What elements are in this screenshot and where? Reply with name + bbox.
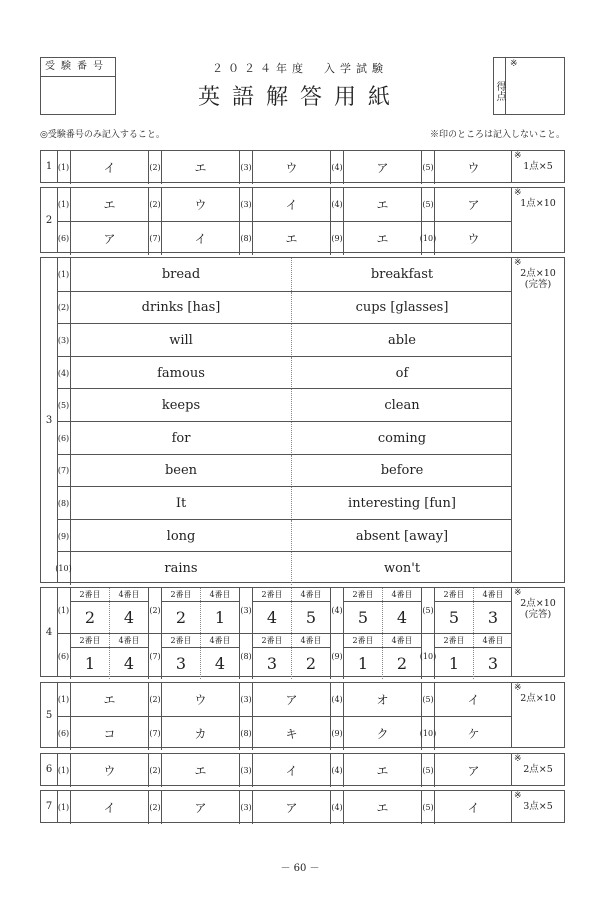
section-score-cell bbox=[511, 188, 564, 252]
section-score-cell bbox=[511, 588, 564, 676]
order-header bbox=[253, 588, 330, 602]
answer-4th[interactable]: 4 bbox=[123, 608, 135, 627]
order-header bbox=[435, 634, 512, 648]
question-section-6 bbox=[40, 753, 565, 786]
order-values bbox=[253, 602, 330, 633]
exam-number-label: 受験番号 bbox=[41, 58, 115, 77]
section-score-cell bbox=[511, 791, 564, 822]
points-info bbox=[512, 801, 564, 812]
answer-row bbox=[57, 151, 512, 184]
question-number: 2 bbox=[41, 188, 58, 252]
order-header-2nd: 2番目 bbox=[344, 634, 383, 647]
answer-cell[interactable]: won't bbox=[383, 561, 421, 577]
points-info bbox=[512, 598, 564, 620]
answer-row bbox=[57, 421, 512, 455]
item-label: (4) bbox=[330, 188, 344, 221]
order-values bbox=[435, 648, 512, 679]
points-info bbox=[512, 764, 564, 775]
note-right: ※印のところは記入しないこと。 bbox=[429, 130, 565, 140]
order-values bbox=[71, 602, 148, 633]
order-answer-cell[interactable] bbox=[435, 588, 512, 633]
item-label: (5) bbox=[421, 683, 435, 716]
order-answer-cell[interactable] bbox=[71, 588, 148, 633]
answer-row bbox=[57, 221, 512, 255]
score-mark: ※ bbox=[514, 188, 522, 198]
answer-cell[interactable]: ウ bbox=[194, 693, 207, 707]
item-label: (9) bbox=[330, 634, 344, 679]
answer-4th[interactable]: 4 bbox=[214, 654, 226, 673]
answer-4th[interactable]: 2 bbox=[396, 654, 408, 673]
item-label: (1) bbox=[57, 588, 71, 633]
order-values bbox=[435, 602, 512, 633]
answer-cell[interactable]: ア bbox=[376, 161, 389, 175]
order-header-2nd: 2番目 bbox=[435, 634, 474, 647]
order-answer-cell[interactable] bbox=[344, 588, 421, 633]
points-info bbox=[512, 198, 564, 209]
points-label: 2点×10 bbox=[520, 693, 556, 704]
points-info bbox=[512, 268, 564, 290]
item-label: (8) bbox=[239, 717, 253, 750]
item-label: (5) bbox=[57, 389, 71, 422]
answer-cell[interactable]: キ bbox=[285, 727, 298, 741]
item-label: (1) bbox=[57, 188, 71, 221]
question-number: 5 bbox=[41, 683, 58, 747]
answer-cell[interactable]: イ bbox=[467, 801, 480, 815]
answer-row bbox=[57, 454, 512, 488]
points-info bbox=[512, 693, 564, 704]
question-section-5 bbox=[40, 682, 565, 748]
total-score-box bbox=[493, 57, 565, 115]
answer-row bbox=[57, 588, 512, 633]
answer-2nd[interactable]: 3 bbox=[253, 648, 292, 679]
order-values bbox=[162, 602, 239, 633]
answer-cell[interactable]: for bbox=[71, 422, 292, 455]
item-label: (4) bbox=[330, 683, 344, 716]
answer-row bbox=[57, 683, 512, 716]
section-score-cell bbox=[511, 754, 564, 785]
item-label: (4) bbox=[330, 754, 344, 787]
question-section-3 bbox=[40, 257, 565, 583]
item-label: (1) bbox=[57, 754, 71, 787]
item-label: (10) bbox=[421, 222, 435, 255]
order-answer-cell[interactable] bbox=[162, 634, 239, 679]
item-label: (3) bbox=[239, 754, 253, 787]
question-section-1 bbox=[40, 150, 565, 183]
item-label: (5) bbox=[421, 188, 435, 221]
item-label: (6) bbox=[57, 422, 71, 455]
points-label: 2点×10 bbox=[520, 598, 556, 609]
answer-cell[interactable]: clean bbox=[384, 398, 420, 414]
item-label: (7) bbox=[148, 634, 162, 679]
order-header-2nd: 2番目 bbox=[435, 588, 474, 601]
answer-4th[interactable]: 4 bbox=[123, 654, 135, 673]
answer-2nd[interactable]: 1 bbox=[344, 648, 383, 679]
answer-cell[interactable]: breakfast bbox=[370, 266, 434, 282]
answer-2nd[interactable]: 5 bbox=[344, 602, 383, 633]
answer-2nd[interactable]: 5 bbox=[435, 602, 474, 633]
answer-row bbox=[57, 486, 512, 520]
answer-2nd[interactable]: 2 bbox=[162, 602, 201, 633]
question-number: 6 bbox=[41, 754, 58, 785]
item-label: (5) bbox=[421, 588, 435, 633]
answer-cell[interactable]: エ bbox=[376, 232, 389, 246]
item-label: (7) bbox=[148, 222, 162, 255]
order-header-4th: 4番目 bbox=[482, 636, 504, 645]
item-label: (5) bbox=[421, 754, 435, 787]
answer-cell[interactable]: ク bbox=[376, 727, 389, 741]
answer-2nd[interactable]: 3 bbox=[162, 648, 201, 679]
order-values bbox=[71, 648, 148, 679]
answer-cell[interactable]: エ bbox=[376, 764, 389, 778]
order-header-4th: 4番目 bbox=[209, 590, 231, 599]
answer-row bbox=[57, 716, 512, 750]
answer-cell[interactable]: of bbox=[395, 365, 409, 381]
answer-cell[interactable]: ウ bbox=[103, 764, 116, 778]
score-mark: ※ bbox=[514, 258, 522, 268]
points-label: 2点×10 bbox=[520, 268, 556, 279]
points-label: 1点×5 bbox=[523, 161, 553, 172]
question-section-7 bbox=[40, 790, 565, 823]
answer-cell[interactable]: ウ bbox=[285, 161, 298, 175]
page-number: － 60 － bbox=[280, 863, 320, 874]
answer-2nd[interactable]: 4 bbox=[253, 602, 292, 633]
order-answer-cell[interactable] bbox=[71, 634, 148, 679]
order-header bbox=[71, 588, 148, 602]
item-label: (8) bbox=[57, 487, 71, 520]
item-label: (9) bbox=[57, 520, 71, 553]
item-label: (3) bbox=[239, 683, 253, 716]
answer-cell[interactable]: ア bbox=[285, 693, 298, 707]
order-header-4th: 4番目 bbox=[300, 636, 322, 645]
page-title: 英語解答用紙 bbox=[197, 85, 402, 110]
answer-cell[interactable]: able bbox=[388, 332, 416, 348]
score-mark: ※ bbox=[514, 754, 522, 764]
order-header-2nd: 2番目 bbox=[71, 634, 110, 647]
answer-4th[interactable]: 3 bbox=[487, 654, 499, 673]
item-label: (6) bbox=[57, 634, 71, 679]
answer-cell[interactable]: coming bbox=[377, 430, 427, 446]
answer-cell[interactable]: ケ bbox=[467, 727, 480, 741]
order-header-4th: 4番目 bbox=[300, 590, 322, 599]
points-info bbox=[512, 161, 564, 172]
answer-cell[interactable]: エ bbox=[194, 764, 207, 778]
order-header-4th: 4番目 bbox=[482, 590, 504, 599]
answer-cell[interactable]: interesting [fun] bbox=[348, 495, 456, 511]
item-label: (5) bbox=[421, 151, 435, 184]
order-values bbox=[162, 648, 239, 679]
answer-4th[interactable]: 1 bbox=[214, 608, 226, 627]
answer-cell[interactable]: ウ bbox=[467, 232, 480, 246]
answer-cell[interactable]: rains bbox=[71, 552, 292, 585]
answer-cell[interactable]: エ bbox=[376, 801, 389, 815]
answer-cell[interactable]: famous bbox=[71, 357, 292, 390]
order-header-2nd: 2番目 bbox=[162, 634, 201, 647]
item-label: (6) bbox=[57, 717, 71, 750]
answer-cell[interactable]: It bbox=[71, 487, 292, 520]
answer-cell[interactable]: エ bbox=[103, 198, 116, 212]
section-score-cell bbox=[511, 258, 564, 582]
answer-cell[interactable]: イ bbox=[103, 801, 116, 815]
answer-4th[interactable]: 2 bbox=[305, 654, 317, 673]
item-label: (3) bbox=[239, 188, 253, 221]
answer-cell[interactable]: keeps bbox=[71, 389, 292, 422]
order-header-2nd: 2番目 bbox=[253, 634, 292, 647]
answer-row bbox=[57, 188, 512, 221]
order-header bbox=[253, 634, 330, 648]
item-label: (2) bbox=[148, 151, 162, 184]
item-label: (2) bbox=[148, 683, 162, 716]
score-mark: ※ bbox=[514, 588, 522, 598]
item-label: (2) bbox=[148, 791, 162, 824]
answer-cell[interactable]: cups [glasses] bbox=[355, 300, 449, 316]
answer-2nd[interactable]: 1 bbox=[71, 648, 110, 679]
order-header-4th: 4番目 bbox=[209, 636, 231, 645]
item-label: (1) bbox=[57, 683, 71, 716]
answer-row bbox=[57, 791, 512, 824]
answer-cell[interactable]: ウ bbox=[467, 161, 480, 175]
question-number: 4 bbox=[41, 588, 58, 676]
answer-cell[interactable]: カ bbox=[194, 727, 207, 741]
item-label: (10) bbox=[421, 634, 435, 679]
item-label: (1) bbox=[57, 791, 71, 824]
order-header-4th: 4番目 bbox=[118, 590, 140, 599]
question-section-4 bbox=[40, 587, 565, 677]
order-header bbox=[435, 588, 512, 602]
section-score-cell bbox=[511, 151, 564, 182]
order-answer-cell[interactable] bbox=[253, 588, 330, 633]
points-note: (完答) bbox=[524, 609, 552, 620]
note-left: ◎受験番号のみ記入すること。 bbox=[40, 130, 165, 140]
answer-4th[interactable]: 5 bbox=[305, 608, 317, 627]
order-header-4th: 4番目 bbox=[118, 636, 140, 645]
points-label: 3点×5 bbox=[523, 801, 553, 812]
answer-row bbox=[57, 519, 512, 553]
item-label: (8) bbox=[239, 222, 253, 255]
question-number: 7 bbox=[41, 791, 58, 822]
points-label: 2点×5 bbox=[523, 764, 553, 775]
answer-cell[interactable]: エ bbox=[376, 198, 389, 212]
answer-cell[interactable]: イ bbox=[194, 232, 207, 246]
item-label: (3) bbox=[239, 588, 253, 633]
item-label: (9) bbox=[330, 222, 344, 255]
order-values bbox=[344, 648, 421, 679]
exam-subtitle: ２０２４年度 入学試験 bbox=[212, 62, 388, 75]
item-label: (10) bbox=[421, 717, 435, 750]
answer-row bbox=[57, 258, 512, 291]
item-label: (7) bbox=[148, 717, 162, 750]
answer-cell[interactable]: コ bbox=[103, 727, 116, 741]
answer-cell[interactable]: オ bbox=[376, 693, 389, 707]
answer-4th[interactable]: 4 bbox=[396, 608, 408, 627]
answer-cell[interactable]: イ bbox=[285, 764, 298, 778]
answer-cell[interactable]: ア bbox=[103, 232, 116, 246]
answer-cell[interactable]: イ bbox=[103, 161, 116, 175]
answer-cell[interactable]: ア bbox=[285, 801, 298, 815]
answer-row bbox=[57, 551, 512, 585]
answer-row bbox=[57, 633, 512, 679]
item-label: (1) bbox=[57, 258, 71, 291]
answer-cell[interactable]: イ bbox=[467, 693, 480, 707]
order-answer-cell[interactable] bbox=[344, 634, 421, 679]
answer-cell[interactable]: long bbox=[71, 520, 292, 553]
order-answer-cell[interactable] bbox=[435, 634, 512, 679]
order-answer-cell[interactable] bbox=[253, 634, 330, 679]
answer-cell[interactable]: will bbox=[71, 324, 292, 357]
order-header bbox=[162, 588, 239, 602]
item-label: (4) bbox=[57, 357, 71, 390]
score-label: 得点 bbox=[494, 58, 506, 114]
answer-row bbox=[57, 323, 512, 357]
order-header-2nd: 2番目 bbox=[71, 588, 110, 601]
answer-row bbox=[57, 356, 512, 390]
item-label: (9) bbox=[330, 717, 344, 750]
question-number: 3 bbox=[41, 258, 58, 582]
answer-cell[interactable]: エ bbox=[194, 161, 207, 175]
score-mark: ※ bbox=[514, 151, 522, 161]
answer-cell[interactable]: エ bbox=[285, 232, 298, 246]
item-label: (2) bbox=[148, 588, 162, 633]
answer-cell[interactable]: ア bbox=[467, 764, 480, 778]
item-label: (10) bbox=[57, 552, 71, 585]
order-values bbox=[253, 648, 330, 679]
order-answer-cell[interactable] bbox=[162, 588, 239, 633]
answer-row bbox=[57, 291, 512, 325]
item-label: (2) bbox=[57, 292, 71, 325]
order-header-2nd: 2番目 bbox=[162, 588, 201, 601]
answer-cell[interactable]: ア bbox=[194, 801, 207, 815]
item-label: (2) bbox=[148, 754, 162, 787]
answer-cell[interactable]: ウ bbox=[194, 198, 207, 212]
score-mark: ※ bbox=[514, 791, 522, 801]
score-mark: ※ bbox=[510, 59, 518, 69]
answer-row bbox=[57, 388, 512, 422]
item-label: (3) bbox=[239, 791, 253, 824]
item-label: (7) bbox=[57, 455, 71, 488]
order-header-2nd: 2番目 bbox=[344, 588, 383, 601]
answer-cell[interactable]: drinks [has] bbox=[71, 292, 292, 325]
order-values bbox=[344, 602, 421, 633]
item-label: (5) bbox=[421, 791, 435, 824]
order-header-4th: 4番目 bbox=[391, 636, 413, 645]
answer-4th[interactable]: 3 bbox=[487, 608, 499, 627]
item-label: (1) bbox=[57, 151, 71, 184]
order-header bbox=[344, 634, 421, 648]
answer-cell[interactable]: bread bbox=[71, 258, 292, 291]
item-label: (3) bbox=[57, 324, 71, 357]
item-label: (4) bbox=[330, 588, 344, 633]
order-header-2nd: 2番目 bbox=[253, 588, 292, 601]
item-label: (4) bbox=[330, 151, 344, 184]
answer-cell[interactable]: been bbox=[71, 455, 292, 488]
answer-2nd[interactable]: 2 bbox=[71, 602, 110, 633]
answer-2nd[interactable]: 1 bbox=[435, 648, 474, 679]
points-note: (完答) bbox=[524, 279, 552, 290]
item-label: (2) bbox=[148, 188, 162, 221]
section-score-cell bbox=[511, 683, 564, 747]
item-label: (6) bbox=[57, 222, 71, 255]
order-header bbox=[162, 634, 239, 648]
score-mark: ※ bbox=[514, 683, 522, 693]
answer-cell[interactable]: イ bbox=[285, 198, 298, 212]
question-section-2 bbox=[40, 187, 565, 253]
order-header bbox=[71, 634, 148, 648]
question-number: 1 bbox=[41, 151, 58, 182]
item-label: (3) bbox=[239, 151, 253, 184]
item-label: (4) bbox=[330, 791, 344, 824]
answer-cell[interactable]: before bbox=[380, 463, 424, 479]
answer-cell[interactable]: ア bbox=[467, 198, 480, 212]
exam-number-box[interactable] bbox=[40, 57, 116, 115]
order-header-4th: 4番目 bbox=[391, 590, 413, 599]
answer-cell[interactable]: エ bbox=[103, 693, 116, 707]
points-label: 1点×10 bbox=[520, 198, 556, 209]
answer-cell[interactable]: absent [away] bbox=[355, 528, 449, 544]
item-label: (8) bbox=[239, 634, 253, 679]
answer-row bbox=[57, 754, 512, 787]
order-header bbox=[344, 588, 421, 602]
